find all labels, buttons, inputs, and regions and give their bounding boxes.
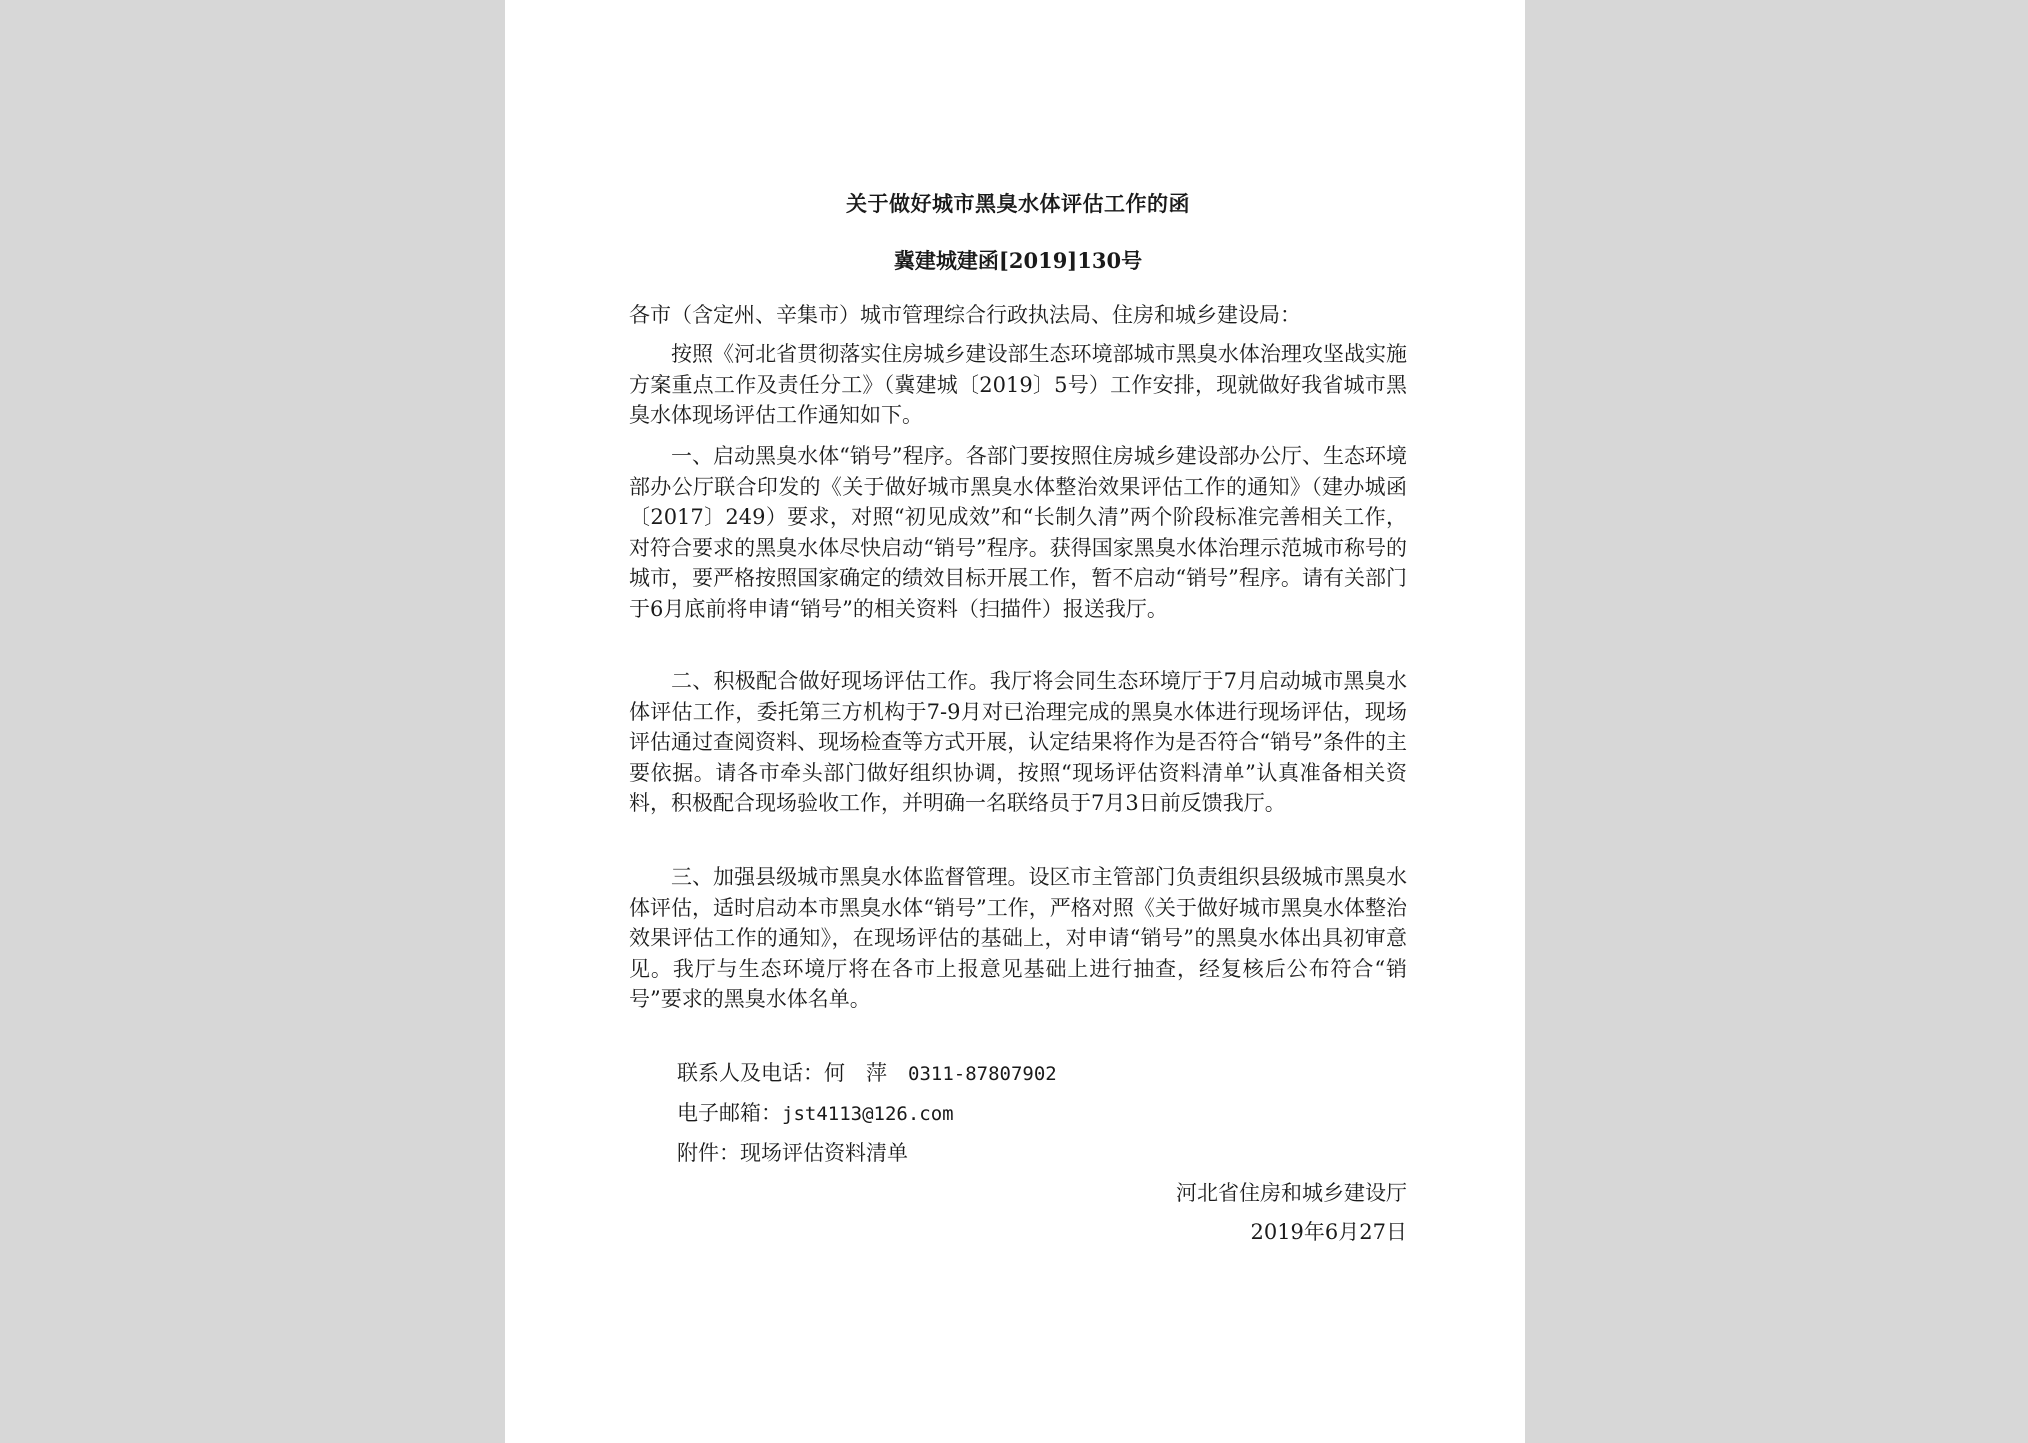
- attachment-line: 附件：现场评估资料清单: [677, 1141, 908, 1165]
- email-address: jst4113@126.com: [782, 1103, 954, 1125]
- email-label: 电子邮箱：: [677, 1101, 782, 1125]
- issuer-signature: 河北省住房和城乡建设厅: [1176, 1181, 1407, 1205]
- contact-phone: 0311-87807902: [908, 1063, 1057, 1085]
- salutation: 各市（含定州、辛集市）城市管理综合行政执法局、住房和城乡建设局：: [629, 303, 1301, 327]
- document-number: 冀建城建函[2019]130号: [893, 248, 1143, 273]
- paragraph-section-2: 二、积极配合做好现场评估工作。我厅将会同生态环境厅于7月启动城市黑臭水体评估工作，委托第三方机构于7-9月对已治理完成的黑臭水体进行现场评估，现场评估通过查阅资料、现场检查等方式开展，认定结果将作为是否符合“销号”条件的主要依据。请各市牵头部门做好组织协调，按照“现场评估资料清单”认真准备相关资料，积极配合现场验收工作，并明确一名联络员于7月3日前反馈我厅。: [629, 669, 1407, 815]
- issue-date: 2019年6月27日: [1250, 1220, 1407, 1244]
- paragraph-section-3: 三、加强县级城市黑臭水体监督管理。设区市主管部门负责组织县级城市黑臭水体评估，适时启动本市黑臭水体“销号”工作，严格对照《关于做好城市黑臭水体整治效果评估工作的通知》，在现场评估的基础上，对申请“销号”的黑臭水体出具初审意见。我厅与生态环境厅将在各市上报意见基础上进行抽查，经复核后公布符合“销号”要求的黑臭水体名单。: [629, 865, 1407, 1011]
- paragraph-section-1: 一、启动黑臭水体“销号”程序。各部门要按照住房城乡建设部办公厅、生态环境部办公厅联合印发的《关于做好城市黑臭水体整治效果评估工作的通知》（建办城函〔2017〕249）要求，对照“初见成效”和“长制久清”两个阶段标准完善相关工作，对符合要求的黑臭水体尽快启动“销号”程序。获得国家黑臭水体治理示范城市称号的城市，要严格按照国家确定的绩效目标开展工作，暂不启动“销号”程序。请有关部门于6月底前将申请“销号”的相关资料（扫描件）报送我厅。: [629, 444, 1407, 621]
- contact-label: 联系人及电话：何 萍: [677, 1061, 908, 1085]
- document-page: [505, 0, 1525, 1443]
- document-title: 关于做好城市黑臭水体评估工作的函: [846, 191, 1190, 216]
- contact-line: [677, 1058, 1057, 1089]
- paragraph-intro: 按照《河北省贯彻落实住房城乡建设部生态环境部城市黑臭水体治理攻坚战实施方案重点工作及责任分工》（冀建城〔2019〕5号）工作安排，现就做好我省城市黑臭水体现场评估工作通知如下。: [629, 342, 1407, 427]
- email-line: [677, 1098, 954, 1129]
